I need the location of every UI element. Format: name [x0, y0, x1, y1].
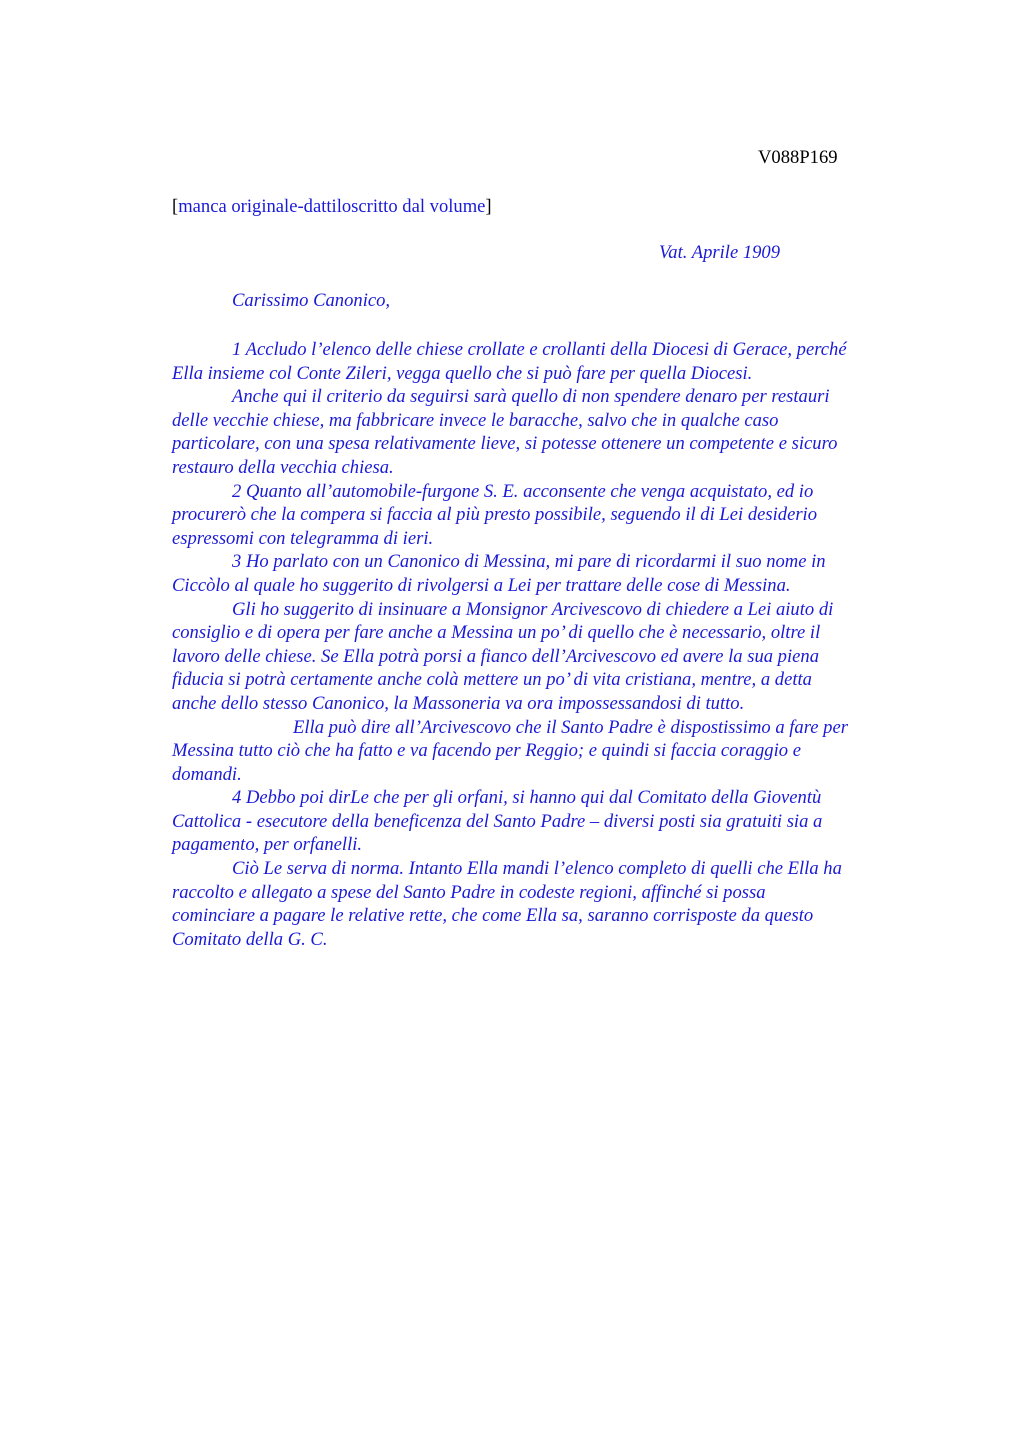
document-reference-code: V088P169 — [758, 147, 838, 168]
body-line: Comitato della G. C. — [172, 928, 328, 950]
letter-body — [172, 338, 932, 951]
note-text: manca originale-dattiloscritto dal volume — [178, 196, 486, 217]
body-line: cominciare a pagare le relative rette, che come Ella sa, saranno corrisposte da questo — [172, 905, 814, 927]
body-line: Ella insieme col Conte Zileri, vegga quello che si può fare per quella Diocesi. — [172, 362, 753, 384]
body-line: espressomi con telegramma di ieri. — [172, 527, 434, 549]
body-line: Cattolica - esecutore della beneficenza del Santo Padre – diversi posti sia gratuiti sia a — [172, 810, 823, 832]
note-close-bracket: ] — [485, 196, 492, 217]
body-line: anche dello stesso Canonico, la Massoneria va ora impossessandosi di tutto. — [172, 692, 745, 714]
body-line: 2 Quanto all’automobile-furgone S. E. acconsente che venga acquistato, ed io — [232, 480, 814, 502]
body-line: delle vecchie chiese, ma fabbricare invece le baracche, salvo che in qualche caso — [172, 409, 779, 431]
body-line: consiglio e di opera per fare anche a Messina un po’ di quello che è necessario, oltre il — [172, 622, 821, 644]
letter-dateline: Vat. Aprile 1909 — [659, 242, 781, 263]
archival-note — [172, 196, 492, 218]
body-line: Ciccòlo al quale ho suggerito di rivolgersi a Lei per trattare delle cose di Messina. — [172, 574, 791, 596]
body-line: domandi. — [172, 763, 242, 785]
body-line: 3 Ho parlato con un Canonico di Messina, mi pare di ricordarmi il suo nome in — [232, 551, 826, 573]
body-line: 4 Debbo poi dirLe che per gli orfani, si hanno qui dal Comitato della Gioventù — [232, 787, 822, 809]
body-line: Messina tutto ciò che ha fatto e va facendo per Reggio; e quindi si faccia coraggio e — [172, 740, 801, 762]
body-line: Ciò Le serva di norma. Intanto Ella mandi l’elenco completo di quelli che Ella ha — [232, 858, 842, 880]
body-line: procurerò che la compera si faccia al più presto possibile, seguendo il di Lei desiderio — [172, 504, 818, 526]
note-open-bracket: [ — [172, 196, 179, 217]
body-line: fiducia si potrà certamente anche colà mettere un po’ di vita cristiana, mentre, a detta — [172, 669, 812, 691]
body-line: Anche qui il criterio da seguirsi sarà quello di non spendere denaro per restauri — [232, 386, 830, 408]
letter-salutation: Carissimo Canonico, — [232, 290, 391, 311]
body-line: restauro della vecchia chiesa. — [172, 456, 394, 478]
body-line: 1 Accludo l’elenco delle chiese crollate e crollanti della Diocesi di Gerace, perché — [232, 339, 847, 360]
body-line: Gli ho suggerito di insinuare a Monsignor Arcivescovo di chiedere a Lei aiuto di — [232, 598, 834, 620]
body-line: particolare, con una spesa relativamente lieve, si potesse ottenere un competente e sicuro — [172, 433, 838, 455]
body-line: Ella può dire all’Arcivescovo che il Santo Padre è dispostissimo a fare per — [293, 716, 848, 738]
body-line: pagamento, per orfanelli. — [172, 834, 363, 856]
body-line: raccolto e allegato a spese del Santo Padre in codeste regioni, affinché si possa — [172, 881, 766, 903]
body-line: lavoro delle chiese. Se Ella potrà porsi a fianco dell’Arcivescovo ed avere la sua piena — [172, 645, 819, 667]
